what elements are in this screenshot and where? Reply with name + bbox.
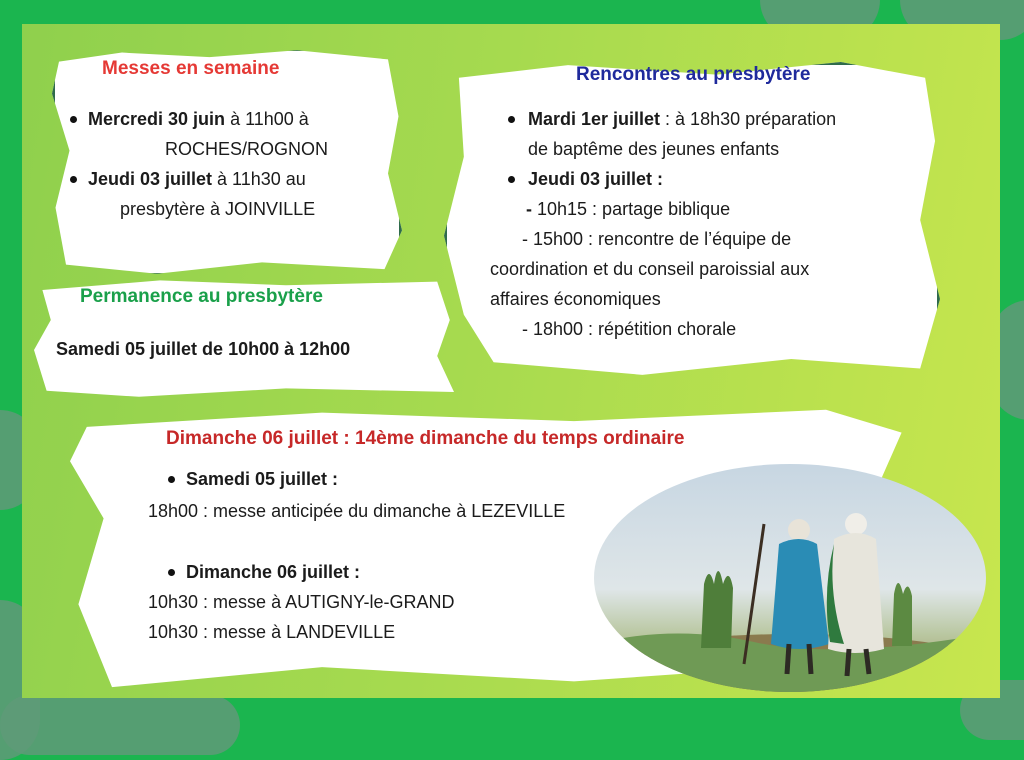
bullet-icon [508,116,515,123]
dimanche-mass-2: 10h30 : messe à LANDEVILLE [148,622,396,642]
dimanche-dimanche-label: Dimanche 06 juillet : [186,562,361,582]
dimanche-mass-1: 10h30 : messe à AUTIGNY-le-GRAND [148,592,455,612]
rencontres-sub-2-line2: coordination et du conseil paroissial aux [490,259,810,279]
bullet-icon [70,176,77,183]
bullet-icon [508,176,515,183]
dimanche-title: Dimanche 06 juillet : 14ème dimanche du temps ordinaire [166,428,685,449]
messes-title: Messes en semaine [102,58,280,79]
permanence-text: Samedi 05 juillet de 10h00 à 12h00 [56,339,351,359]
poster-panel [22,24,1000,698]
pilgrims-illustration-svg [594,464,986,692]
bullet-icon [70,116,77,123]
pilgrims-illustration [594,464,986,692]
permanence-title: Permanence au presbytère [80,286,323,307]
rencontres-title: Rencontres au presbytère [576,64,811,85]
messes-item-1-line2: ROCHES/ROGNON [165,139,329,159]
rencontres-item-1: Mardi 1er juillet : à 18h30 préparation [528,109,837,129]
rencontres-sub-2: - 15h00 : rencontre de l’équipe de [522,229,792,249]
rencontres-sub-3: - 18h00 : répétition chorale [522,319,737,339]
messes-item-1: Mercredi 30 juin à 11h00 à [88,109,309,129]
decor-shape [0,695,240,755]
rencontres-item-2: Jeudi 03 juillet : [528,169,664,189]
messes-item-2: Jeudi 03 juillet à 11h30 au [88,169,306,189]
rencontres-sub-2-line3: affaires économiques [490,289,661,309]
bullet-icon [168,476,175,483]
rencontres-item-1-line2: de baptême des jeunes enfants [528,139,780,159]
rencontres-sub-1: - 10h15 : partage biblique [526,199,731,219]
dimanche-samedi-label: Samedi 05 juillet : [186,469,339,489]
dimanche-samedi-text: 18h00 : messe anticipée du dimanche à LEZEVILLE [148,501,566,521]
messes-item-2-line2: presbytère à JOINVILLE [120,199,316,219]
bullet-icon [168,569,175,576]
